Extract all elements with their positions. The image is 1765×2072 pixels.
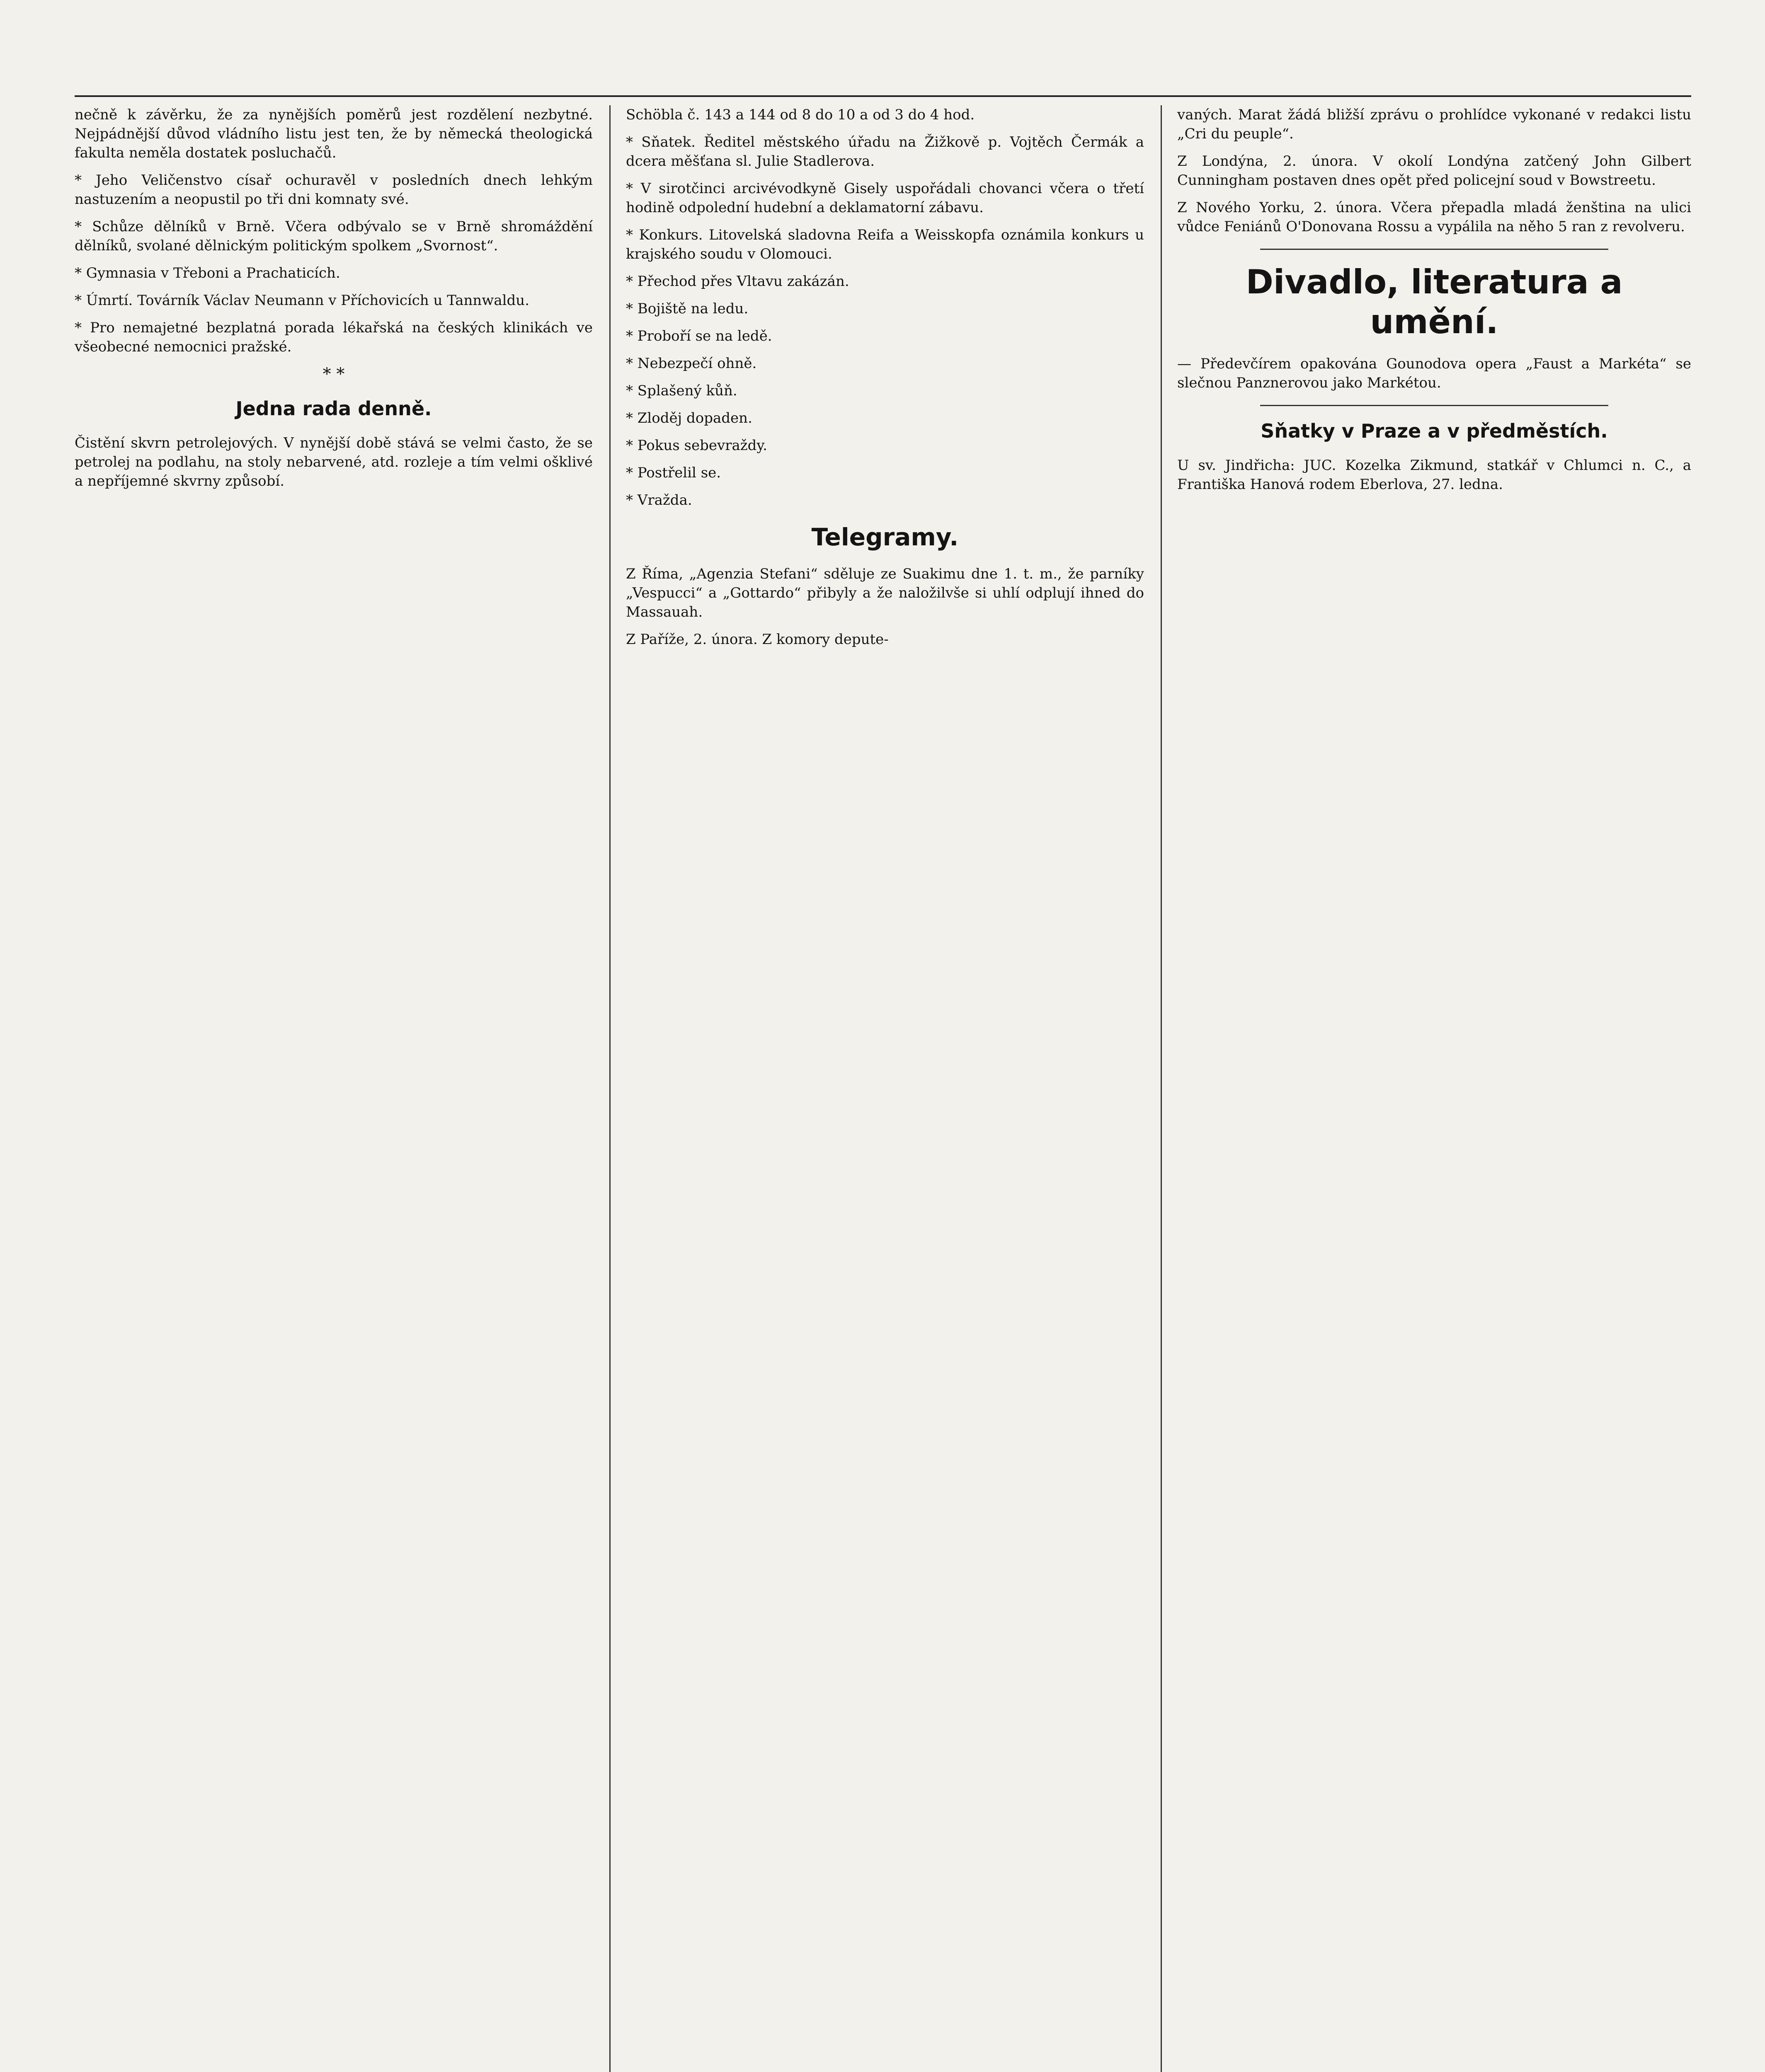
paragraph: — Předevčírem opakována Gounodova opera „Faust a Markéta“ se slečnou Panznerovou jako Markétou.: [1177, 356, 1691, 391]
section-stars: * *: [322, 365, 345, 384]
column-rule: [609, 105, 611, 2072]
paragraph: Z Londýna, 2. února. V okolí Londýna zatčený John Gilbert Cunningham postaven dnes opět před policejní soud v Bowstreetu.: [1177, 153, 1691, 189]
paragraph: * Sňatek. Ředitel městského úřadu na Žižkově p. Vojtěch Čermák a dcera měšťana sl. Julie Stadlerova.: [626, 134, 1144, 169]
paragraph: * Postřelil se.: [626, 465, 721, 481]
paragraph: * Splašený kůň.: [626, 382, 737, 399]
paragraph: * Proboří se na ledě.: [626, 328, 772, 344]
paragraph: nečně k závěrku, že za nynějších poměrů jest rozdělení nezbytné. Nejpádnější důvod vládního listu jest ten, že by německá theologická fakulta neměla dostatek posluchačů.: [75, 107, 593, 161]
paragraph: * Konkurs. Litovelská sladovna Reifa a Weisskopfa oznámila konkurs u krajského soudu v Olomouci.: [626, 227, 1144, 262]
paragraph: * Bojiště na ledu.: [626, 300, 749, 317]
paragraph: U sv. Jindřicha: JUC. Kozelka Zikmund, statkář v Chlumci n. C., a Františka Hanová rodem Eberlova, 27. ledna.: [1177, 457, 1691, 493]
paragraph: * Přechod přes Vltavu zakázán.: [626, 273, 849, 290]
column-3: [1177, 105, 1691, 2072]
section-heading: Telegramy.: [811, 523, 959, 551]
paragraph: vaných. Marat žádá bližší zprávu o prohlídce vykonané v redakci listu „Cri du peuple“.: [1177, 107, 1691, 142]
divider: [1260, 249, 1608, 250]
newspaper-page: [75, 95, 1691, 2072]
section-heading: Sňatky v Praze a v předměstích.: [1261, 420, 1608, 442]
column-1: [75, 105, 593, 2072]
section-heading: Jedna rada denně.: [235, 397, 432, 420]
paragraph: Z Říma, „Agenzia Stefani“ sděluje ze Suakimu dne 1. t. m., že parníky „Vespucci“ a „Gottardo“ přibyly a že naložilvše si uhlí odplují ihned do Massauah.: [626, 566, 1144, 620]
paragraph: * Úmrtí. Továrník Václav Neumann v Příchovicích u Tannwaldu.: [75, 292, 530, 309]
paragraph: Z Nového Yorku, 2. února. Včera přepadla mladá ženština na ulici vůdce Feniánů O'Donovana Rossu a vypálila na něho 5 ran z revolveru.: [1177, 199, 1691, 235]
paragraph: * V sirotčinci arcivévodkyně Gisely uspořádali chovanci včera o třetí hodině odpolední hudební a deklamatorní zábavu.: [626, 180, 1144, 216]
paragraph: * Nebezpečí ohně.: [626, 355, 757, 372]
paragraph: Schöbla č. 143 a 144 od 8 do 10 a od 3 do 4 hod.: [626, 107, 975, 123]
paragraph: * Pro nemajetné bezplatná porada lékařská na českých klinikách ve všeobecné nemocnici pražské.: [75, 320, 593, 355]
paragraph: * Schůze dělníků v Brně. Včera odbývalo se v Brně shromáždění dělníků, svolané dělnickým politickým spolkem „Svornost“.: [75, 218, 593, 254]
paragraph: * Jeho Veličenstvo císař ochuravěl v posledních dnech lehkým nastuzením a neopustil po tři dni komnaty své.: [75, 172, 593, 208]
paragraph: * Pokus sebevraždy.: [626, 437, 767, 454]
section-heading: Divadlo, literatura a umění.: [1246, 263, 1623, 341]
column-2: [626, 105, 1144, 2072]
paragraph: Čistění skvrn petrolejových. V nynější době stává se velmi často, že se petrolej na podlahu, na stoly nebarvené, atd. rozleje a tím velmi ošklivé a nepříjemné skvrny způsobí.: [75, 435, 593, 489]
paragraph: * Vražda.: [626, 492, 692, 508]
paragraph: * Gymnasia v Třeboni a Prachaticích.: [75, 265, 340, 281]
paragraph: * Zloděj dopaden.: [626, 410, 752, 426]
divider: [1260, 405, 1608, 406]
paragraph: Z Paříže, 2. února. Z komory depute-: [626, 631, 889, 648]
column-rule: [1161, 105, 1162, 2072]
